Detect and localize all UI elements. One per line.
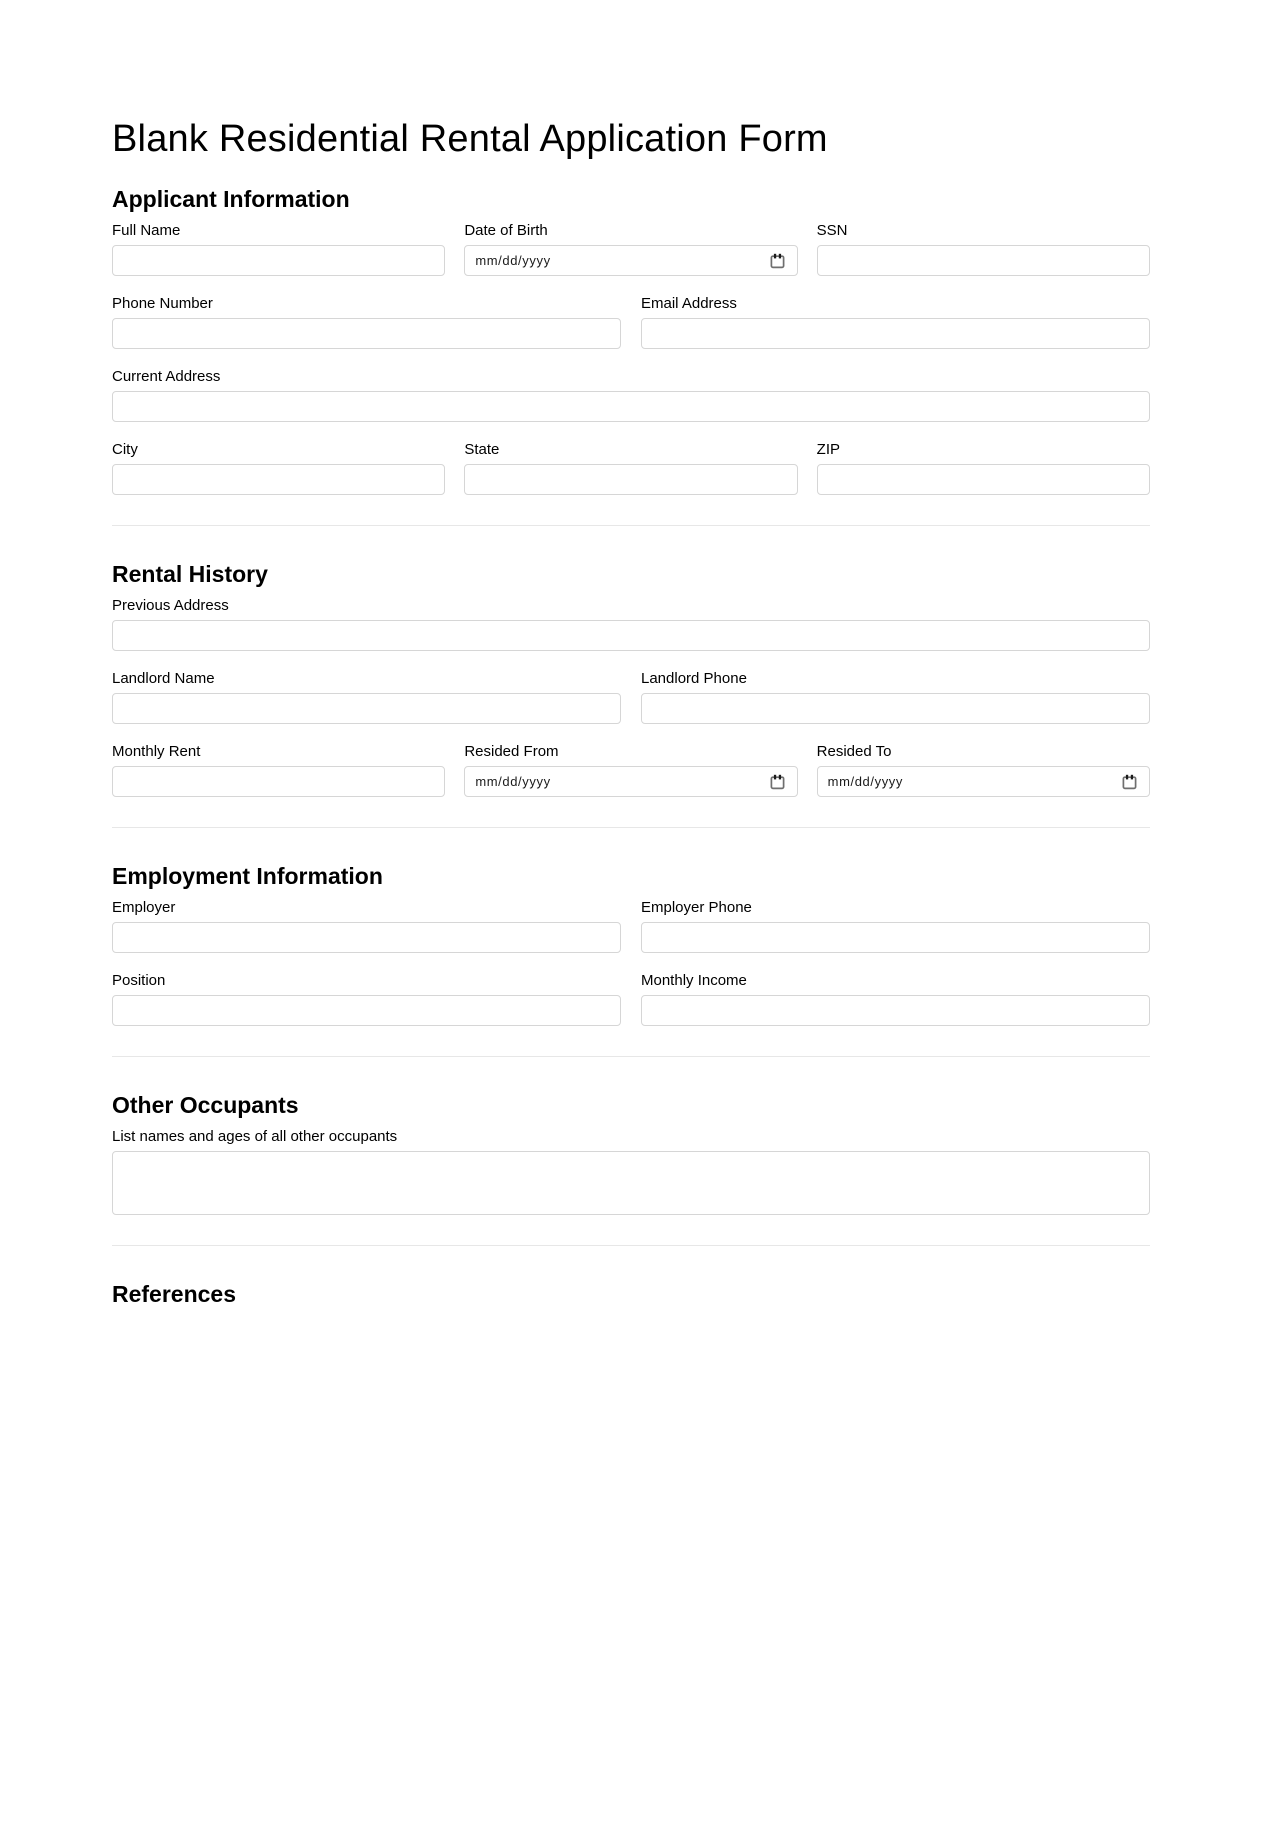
date-placeholder: mm/dd/yyyy [827, 774, 903, 789]
section-divider [112, 525, 1150, 526]
section-heading-applicant-information: Applicant Information [112, 186, 350, 212]
employer-label: Employer [112, 899, 176, 916]
state-label: State [464, 441, 500, 458]
resided-from-label: Resided From [464, 743, 559, 760]
zip-input[interactable] [817, 464, 1150, 495]
state-input[interactable] [464, 464, 797, 495]
date-placeholder: mm/dd/yyyy [475, 253, 551, 268]
other-occupants-input[interactable] [112, 1151, 1150, 1215]
zip-label: ZIP [816, 441, 840, 458]
monthly-rent-input[interactable] [112, 766, 445, 797]
full-name-label: Full Name [112, 222, 181, 239]
section-divider [112, 827, 1150, 828]
calendar-icon[interactable] [770, 253, 785, 269]
email-address-input[interactable] [641, 318, 1150, 349]
phone-number-input[interactable] [112, 318, 621, 349]
city-input[interactable] [112, 464, 445, 495]
calendar-icon[interactable] [770, 774, 785, 790]
previous-address-input[interactable] [112, 620, 1150, 651]
landlord-phone-input[interactable] [641, 693, 1150, 724]
city-label: City [112, 441, 138, 458]
phone-number-label: Phone Number [112, 295, 213, 312]
landlord-phone-label: Landlord Phone [641, 670, 747, 687]
ssn-label: SSN [816, 222, 848, 239]
employer-phone-label: Employer Phone [641, 899, 752, 916]
monthly-rent-label: Monthly Rent [112, 743, 201, 760]
employer-phone-input[interactable] [641, 922, 1150, 953]
current-address-label: Current Address [112, 368, 221, 385]
section-divider [112, 1056, 1150, 1057]
occupant-list-label: List names and ages of all other occupants [112, 1128, 398, 1145]
calendar-icon[interactable] [1122, 774, 1137, 790]
section-heading-rental-history: Rental History [112, 561, 268, 587]
resided-from-input[interactable] [464, 766, 797, 797]
position-input[interactable] [112, 995, 621, 1026]
email-address-label: Email Address [641, 295, 737, 312]
section-heading-other-occupants: Other Occupants [112, 1092, 299, 1118]
position-label: Position [112, 972, 166, 989]
resided-to-label: Resided To [816, 743, 892, 760]
current-address-input[interactable] [112, 391, 1150, 422]
date-placeholder: mm/dd/yyyy [475, 774, 551, 789]
full-name-input[interactable] [112, 245, 445, 276]
landlord-name-label: Landlord Name [112, 670, 215, 687]
previous-address-label: Previous Address [112, 597, 229, 614]
date-of-birth-input[interactable] [464, 245, 797, 276]
date-of-birth-label: Date of Birth [464, 222, 548, 239]
monthly-income-input[interactable] [641, 995, 1150, 1026]
ssn-input[interactable] [817, 245, 1150, 276]
employer-input[interactable] [112, 922, 621, 953]
page-title: Blank Residential Rental Application Form [112, 118, 828, 160]
section-heading-employment-information: Employment Information [112, 863, 383, 889]
monthly-income-label: Monthly Income [641, 972, 747, 989]
landlord-name-input[interactable] [112, 693, 621, 724]
resided-to-input[interactable] [817, 766, 1150, 797]
section-heading-references: References [112, 1281, 237, 1307]
section-divider [112, 1245, 1150, 1246]
